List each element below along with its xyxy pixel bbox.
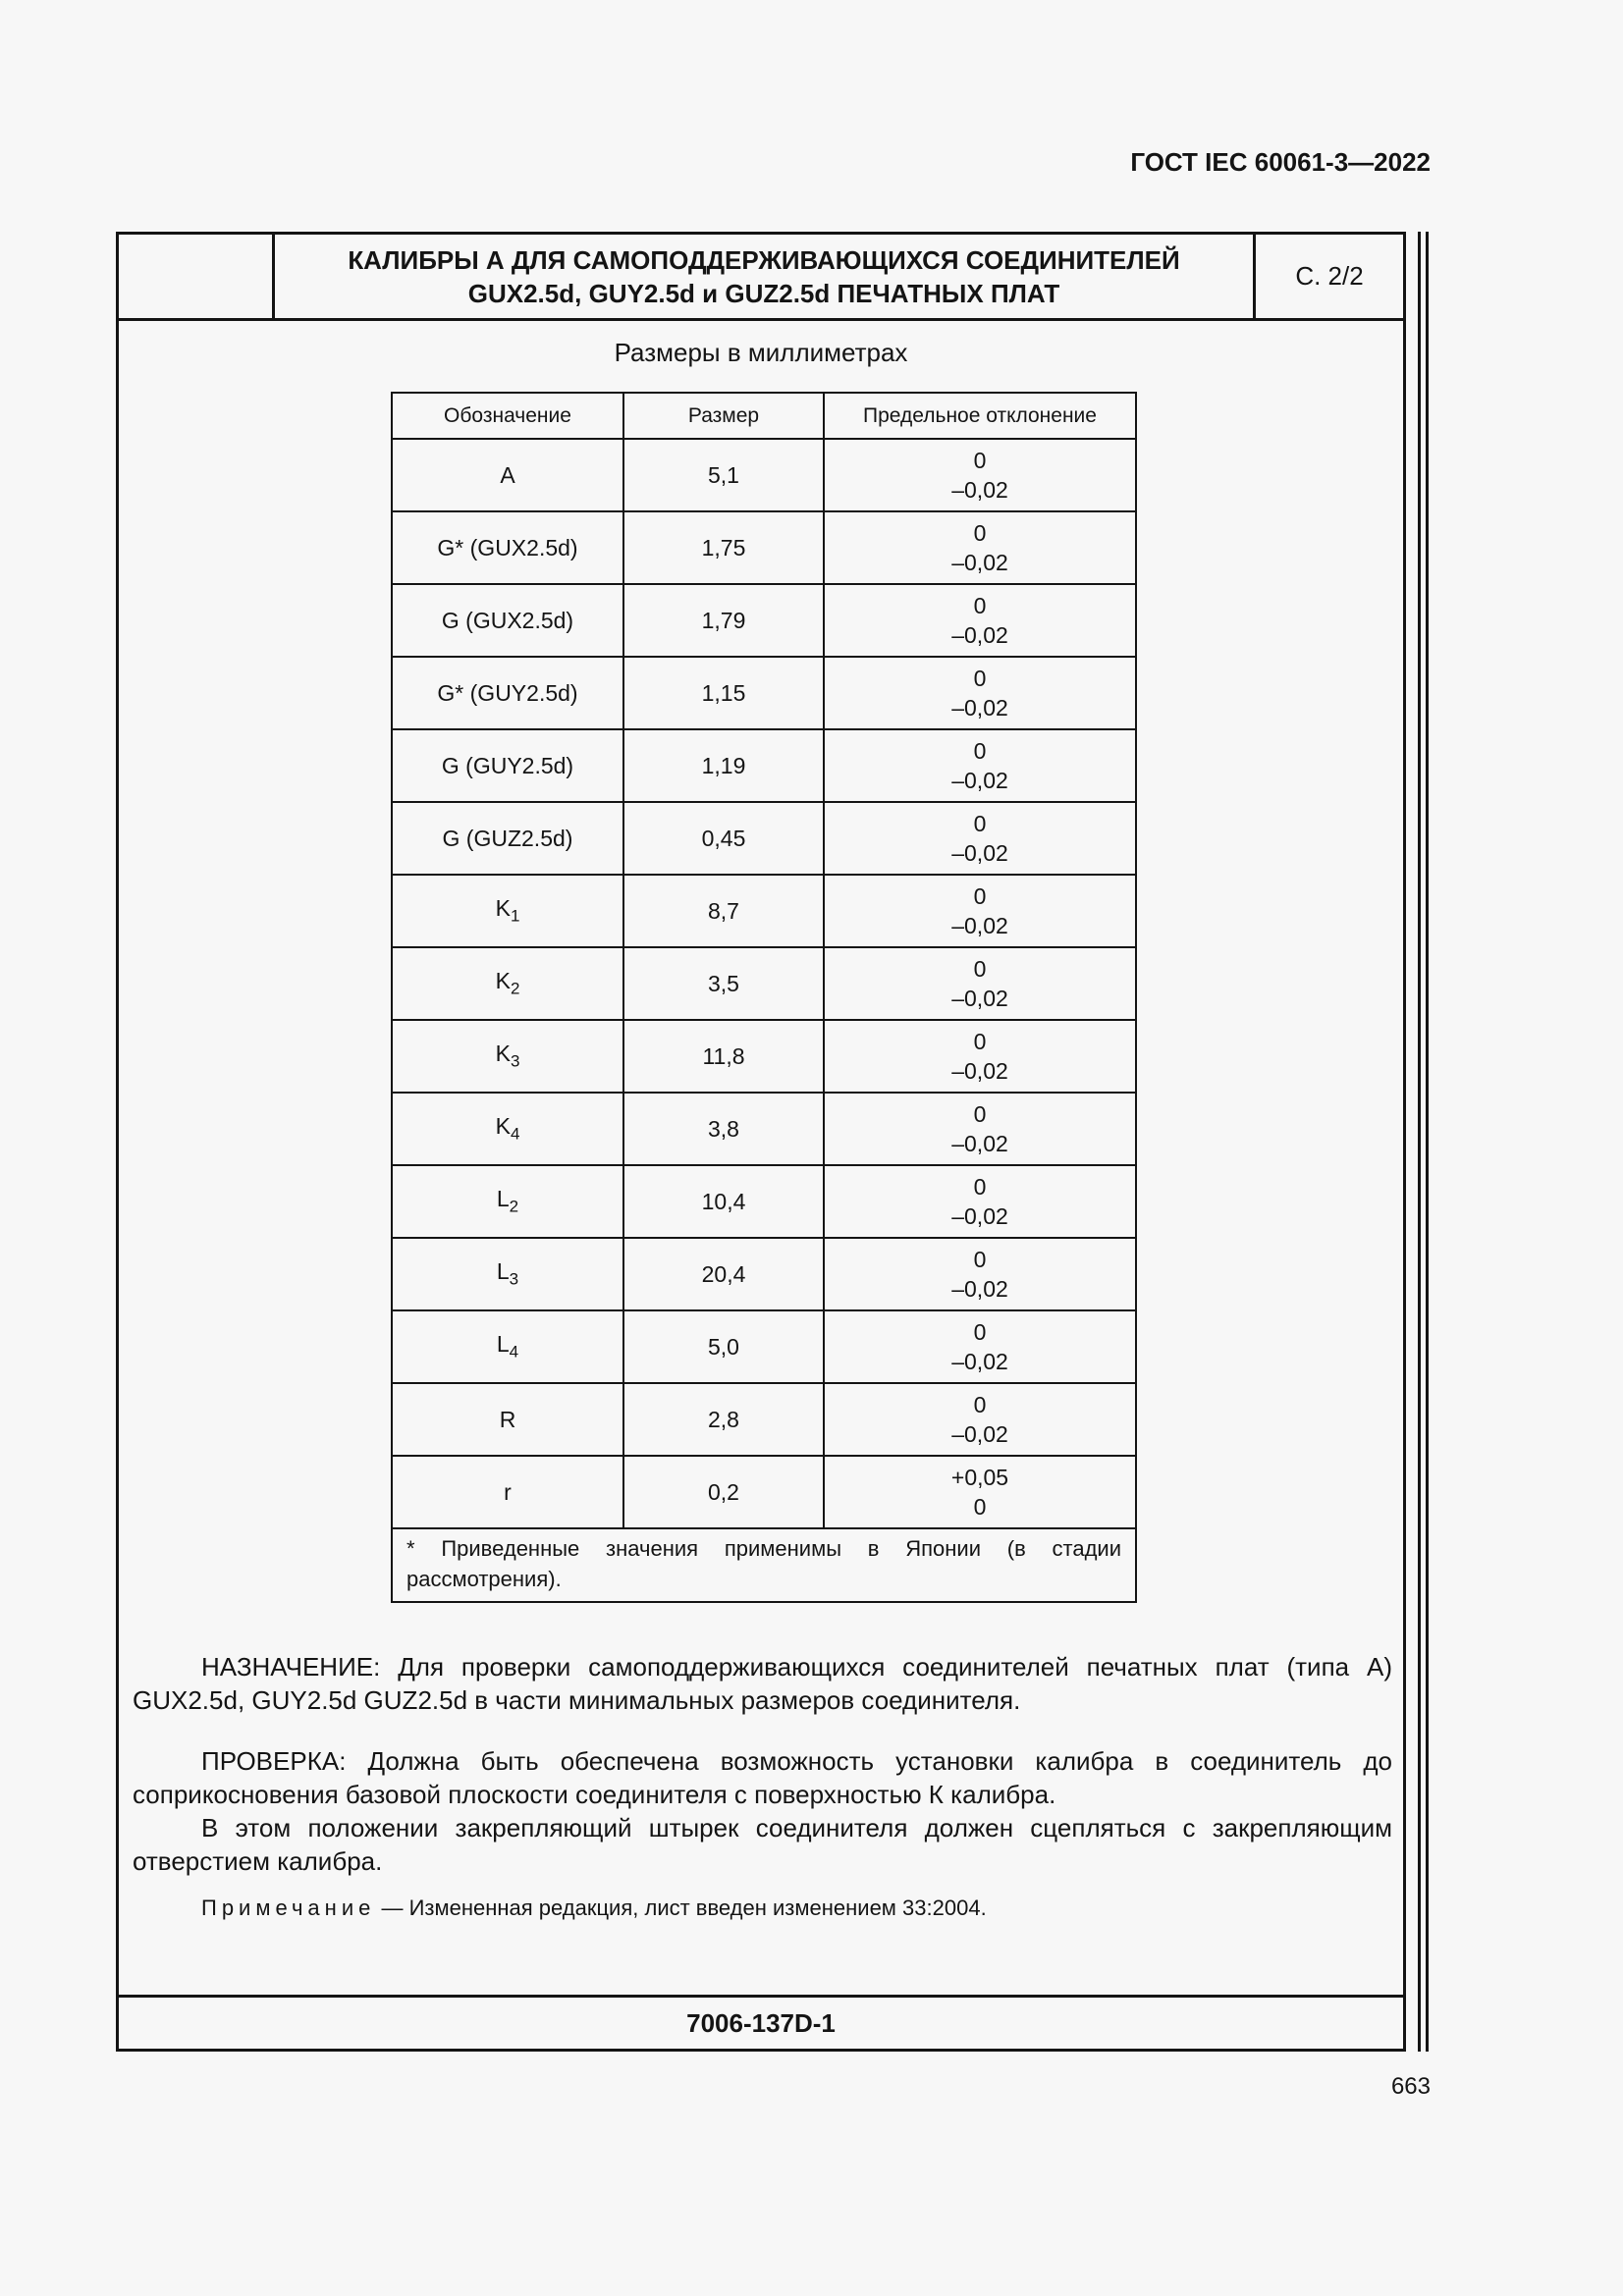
note <box>201 1896 987 1921</box>
deviation-lower: –0,02 <box>951 1349 1008 1374</box>
size-cell: 1,79 <box>623 584 824 657</box>
units-caption: Размеры в миллиметрах <box>614 338 908 367</box>
designation-cell <box>392 729 623 802</box>
table-row <box>392 729 1136 802</box>
designation-cell <box>392 1238 623 1310</box>
header-left-cell <box>119 235 275 318</box>
designation-symbol: G* (GUX2.5d) <box>437 534 578 561</box>
deviation-upper: 0 <box>973 1029 987 1054</box>
designation-cell <box>392 947 623 1020</box>
deviation-lower: –0,02 <box>951 986 1008 1011</box>
designation-cell <box>392 657 623 729</box>
note-text: — Измененная редакция, лист введен изменением 33:2004. <box>375 1896 987 1920</box>
deviation-upper: 0 <box>973 1174 987 1200</box>
table-header-row <box>392 393 1136 439</box>
margin-line-1 <box>1418 232 1421 2052</box>
check-paragraph: ПРОВЕРКА: Должна быть обеспечена возможность установки калибра в соединитель до соприкосновения базовой плоскости соединителя с поверхностью К калибра. <box>133 1746 1392 1809</box>
check-text <box>133 1744 1392 1878</box>
deviation-lower: –0,02 <box>951 768 1008 793</box>
table-row <box>392 1020 1136 1093</box>
designation-cell <box>392 1020 623 1093</box>
page-number: 663 <box>1390 2073 1431 2100</box>
deviation-upper: 0 <box>973 1392 987 1417</box>
frame-header <box>119 235 1403 321</box>
deviation-lower: –0,02 <box>951 1058 1008 1084</box>
designation-symbol: L <box>496 1331 510 1358</box>
sheet-number: С. 2/2 <box>1295 261 1364 291</box>
designation-symbol: R <box>499 1406 516 1432</box>
designation-subscript: 4 <box>509 1342 519 1362</box>
deviation-cell <box>824 1456 1136 1528</box>
deviation-lower: –0,02 <box>951 913 1008 938</box>
table-row <box>392 439 1136 511</box>
size-cell: 5,1 <box>623 439 824 511</box>
deviation-upper: 0 <box>973 666 987 691</box>
margin-line-2 <box>1426 232 1429 2052</box>
table-row <box>392 1165 1136 1238</box>
table-footnote-row <box>392 1528 1136 1602</box>
designation-subscript: 4 <box>510 1124 520 1144</box>
designation-symbol: K <box>495 1041 511 1067</box>
designation-symbol: G* (GUY2.5d) <box>437 679 578 706</box>
designation-symbol: G (GUX2.5d) <box>441 607 574 633</box>
designation-cell <box>392 511 623 584</box>
designation-cell <box>392 1383 623 1456</box>
deviation-lower: –0,02 <box>951 1203 1008 1229</box>
table-row <box>392 802 1136 875</box>
designation-symbol: A <box>500 461 515 488</box>
designation-symbol: G (GUZ2.5d) <box>442 825 573 851</box>
title-line-2: GUX2.5d, GUY2.5d и GUZ2.5d ПЕЧАТНЫХ ПЛАТ <box>467 278 1060 308</box>
purpose-paragraph: НАЗНАЧЕНИЕ: Для проверки самоподдерживающихся соединителей печатных плат (типа А) GUX2.5d, GUY2.5d GUZ2.5d в части минимальных размеров соединителя. <box>133 1652 1392 1715</box>
size-cell: 10,4 <box>623 1165 824 1238</box>
header-title <box>275 235 1256 318</box>
designation-cell <box>392 875 623 947</box>
table-row <box>392 1383 1136 1456</box>
col-header-designation: Обозначение <box>392 393 623 439</box>
deviation-cell <box>824 1383 1136 1456</box>
deviation-upper: 0 <box>973 811 987 836</box>
designation-subscript: 2 <box>509 1197 519 1216</box>
designation-symbol: K <box>495 1113 511 1140</box>
purpose-text <box>133 1650 1392 1717</box>
table-row <box>392 584 1136 657</box>
frame-footer <box>119 1995 1403 2049</box>
deviation-lower: –0,02 <box>951 1421 1008 1447</box>
designation-symbol: K <box>495 968 511 994</box>
table-footnote: * Приведенные значения применимы в Японии (в стадии рассмотрения). <box>392 1528 1136 1602</box>
designation-subscript: 3 <box>510 1051 520 1071</box>
size-cell: 2,8 <box>623 1383 824 1456</box>
deviation-lower: 0 <box>973 1494 987 1520</box>
size-cell: 0,45 <box>623 802 824 875</box>
designation-symbol: L <box>496 1258 510 1285</box>
deviation-upper: 0 <box>973 738 987 764</box>
size-cell: 8,7 <box>623 875 824 947</box>
drawing-frame <box>116 232 1406 2052</box>
deviation-upper: 0 <box>973 1101 987 1127</box>
deviation-cell <box>824 657 1136 729</box>
deviation-cell <box>824 1020 1136 1093</box>
deviation-cell <box>824 802 1136 875</box>
deviation-upper: 0 <box>973 593 987 618</box>
deviation-lower: –0,02 <box>951 550 1008 575</box>
size-cell: 20,4 <box>623 1238 824 1310</box>
designation-cell <box>392 584 623 657</box>
deviation-cell <box>824 729 1136 802</box>
size-cell: 1,75 <box>623 511 824 584</box>
table-row <box>392 947 1136 1020</box>
designation-cell <box>392 1456 623 1528</box>
drawing-code: 7006-137D-1 <box>686 2007 836 2038</box>
designation-cell <box>392 802 623 875</box>
deviation-cell <box>824 875 1136 947</box>
note-label: Примечание <box>201 1896 376 1920</box>
deviation-cell <box>824 584 1136 657</box>
size-cell: 0,2 <box>623 1456 824 1528</box>
designation-cell <box>392 1165 623 1238</box>
deviation-lower: –0,02 <box>951 1276 1008 1302</box>
size-cell: 1,19 <box>623 729 824 802</box>
deviation-upper: 0 <box>973 1319 987 1345</box>
deviation-upper: 0 <box>973 520 987 546</box>
col-header-size: Размер <box>623 393 824 439</box>
deviation-cell <box>824 947 1136 1020</box>
designation-symbol: r <box>504 1478 512 1505</box>
table-row <box>392 1456 1136 1528</box>
designation-symbol: L <box>496 1186 510 1212</box>
deviation-lower: –0,02 <box>951 695 1008 721</box>
designation-cell <box>392 1093 623 1165</box>
deviation-lower: –0,02 <box>951 477 1008 503</box>
deviation-cell <box>824 1165 1136 1238</box>
deviation-cell <box>824 511 1136 584</box>
designation-subscript: 1 <box>510 906 520 926</box>
deviation-upper: 0 <box>973 956 987 982</box>
designation-symbol: G (GUY2.5d) <box>441 752 574 778</box>
deviation-upper: 0 <box>973 883 987 909</box>
size-cell: 11,8 <box>623 1020 824 1093</box>
size-cell: 5,0 <box>623 1310 824 1383</box>
designation-symbol: K <box>495 895 511 922</box>
deviation-cell <box>824 1310 1136 1383</box>
size-cell: 3,8 <box>623 1093 824 1165</box>
table-row <box>392 1238 1136 1310</box>
table-row <box>392 657 1136 729</box>
size-cell: 1,15 <box>623 657 824 729</box>
designation-cell <box>392 439 623 511</box>
table-row <box>392 875 1136 947</box>
title-line-1: КАЛИБРЫ А ДЛЯ САМОПОДДЕРЖИВАЮЩИХСЯ СОЕДИНИТЕЛЕЙ <box>348 244 1180 275</box>
deviation-upper: +0,05 <box>950 1465 1009 1490</box>
deviation-lower: –0,02 <box>951 1131 1008 1156</box>
deviation-cell <box>824 1238 1136 1310</box>
position-paragraph: В этом положении закрепляющий штырек соединителя должен сцепляться с закрепляющим отверстием калибра. <box>133 1813 1392 1876</box>
deviation-upper: 0 <box>973 448 987 473</box>
dimensions-table <box>391 392 1137 1603</box>
deviation-upper: 0 <box>973 1247 987 1272</box>
designation-subscript: 2 <box>510 979 520 998</box>
designation-subscript: 3 <box>509 1269 519 1289</box>
table-row <box>392 1093 1136 1165</box>
standard-code: ГОСТ IEC 60061-3—2022 <box>1130 147 1431 177</box>
deviation-lower: –0,02 <box>951 840 1008 866</box>
table-row <box>392 511 1136 584</box>
deviation-cell <box>824 439 1136 511</box>
table-row <box>392 1310 1136 1383</box>
deviation-lower: –0,02 <box>951 622 1008 648</box>
size-cell: 3,5 <box>623 947 824 1020</box>
designation-cell <box>392 1310 623 1383</box>
deviation-cell <box>824 1093 1136 1165</box>
col-header-deviation: Предельное отклонение <box>824 393 1136 439</box>
